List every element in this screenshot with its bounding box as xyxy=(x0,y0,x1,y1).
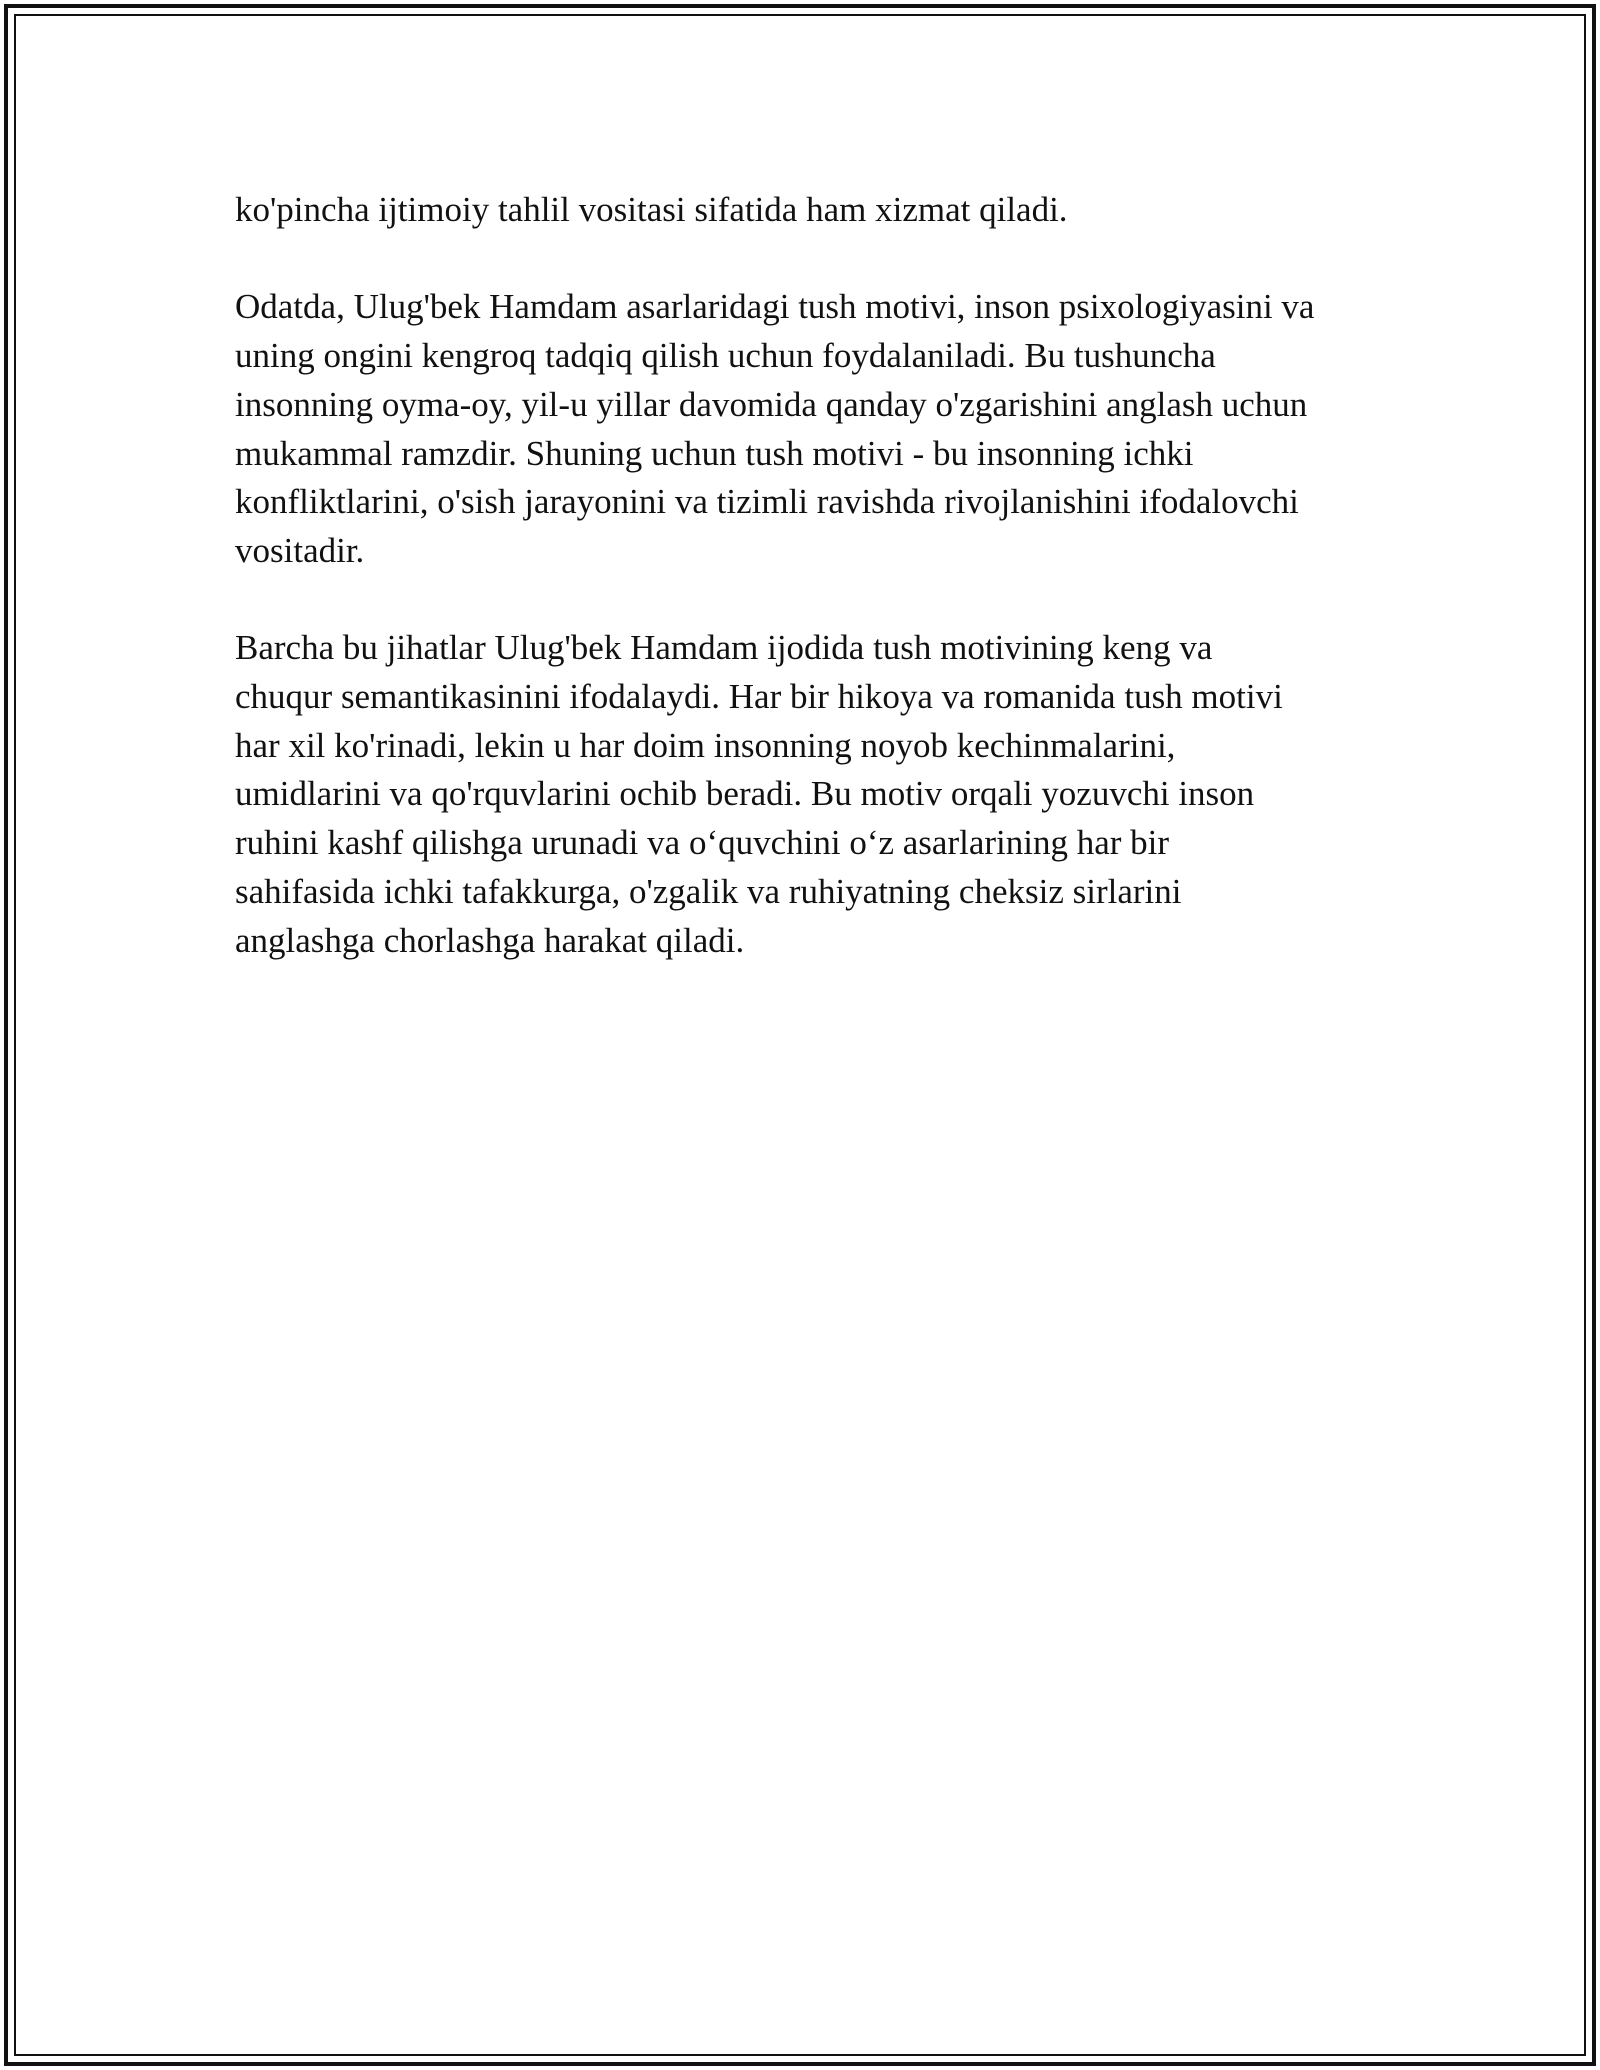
text-line: anglashga chorlashga harakat qiladi. xyxy=(235,920,745,960)
text-line: chuqur semantikasinini ifodalaydi. Har bir hikoya va romanida tush motivi xyxy=(235,677,1283,716)
paragraph-2 xyxy=(235,283,1385,575)
text-line: umidlarini va qo'rquvlarini ochib beradi. Bu motiv orqali yozuvchi inson xyxy=(235,774,1255,814)
text-line: insonning oyma-oy, yil-u yillar davomida qanday o'zgarishini anglash uchun xyxy=(235,384,1308,424)
paragraph-1 xyxy=(235,186,1385,235)
text-line: har xil ko'rinadi, lekin u har doim insonning noyob kechinmalarini, xyxy=(235,725,1176,765)
paragraph-3 xyxy=(235,624,1385,965)
text-line: Barcha bu jihatlar Ulug'bek Hamdam ijodida tush motivining keng va xyxy=(235,628,1213,668)
text-line: mukammal ramzdir. Shuning uchun tush motivi - bu insonning ichki xyxy=(235,433,1194,473)
text-line: uning ongini kengroq tadqiq qilish uchun foydalaniladi. Bu tushuncha xyxy=(235,336,1216,376)
text-line: konfliktlarini, o'sish jarayonini va tizimli ravishda rivojlanishini ifodalovchi xyxy=(235,482,1299,522)
text-line: Odatda, Ulug'bek Hamdam asarlaridagi tush motivi, inson psixologiyasini va xyxy=(235,287,1315,327)
text-line: vositadir. xyxy=(235,530,365,570)
document-body xyxy=(235,186,1385,1014)
text-line: ko'pincha ijtimoiy tahlil vositasi sifatida ham xizmat qiladi. xyxy=(235,190,1068,229)
text-line: sahifasida ichki tafakkurga, o'zgalik va ruhiyatning cheksiz sirlarini xyxy=(235,871,1182,911)
text-line: ruhini kashf qilishga urunadi va o‘quvchini o‘z asarlarining har bir xyxy=(235,823,1170,863)
